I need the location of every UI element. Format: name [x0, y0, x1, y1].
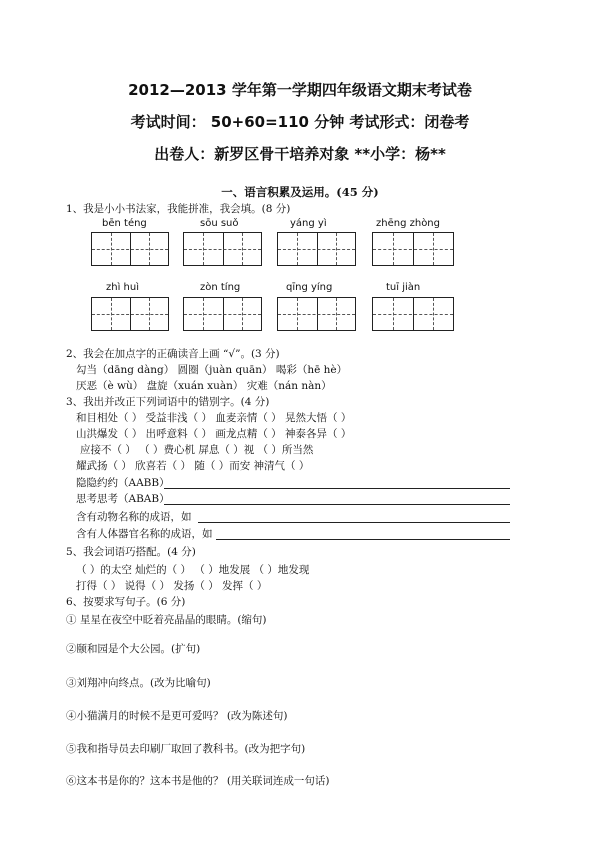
writing-grid[interactable] — [91, 297, 169, 331]
pinyin-label: zhì huì — [106, 282, 139, 293]
pinyin-label: sōu suǒ — [200, 218, 239, 229]
pinyin-label: qīng yíng — [286, 282, 333, 293]
q5-sentence: ④小猫满月的时候不是更可爱吗？ (改为陈述句) — [66, 710, 288, 722]
answer-line[interactable] — [164, 488, 510, 489]
q3-row: 隐隐约约（AABB） — [76, 477, 170, 489]
writing-grid[interactable] — [372, 232, 454, 266]
q4-prompt: 5、我会词语巧搭配。(4 分) — [66, 546, 196, 558]
writing-grid[interactable] — [183, 297, 262, 331]
exam-time-format: 考试时间： 50+60=110 分钟 考试形式：闭卷考 — [130, 113, 470, 131]
q4-row: （ ）的太空 灿烂的（ ） （ ）地发展 （ ）地发现 — [76, 564, 310, 576]
q5-sentence: ① 星星在夜空中眨着亮晶晶的眼睛。(缩句) — [66, 614, 267, 626]
q5-prompt: 6、按要求写句子。(6 分) — [66, 596, 186, 608]
q3-prompt: 3、我出并改正下列词语中的错别字。(4 分) — [66, 396, 270, 408]
q5-sentence: ⑥这本书是你的？这本书是他的？ (用关联词连成一句话) — [66, 775, 330, 787]
q3-row: 山洪爆发（ ） 出呼意料（ ） 画龙点精（ ） 神泰各异（ ） — [76, 428, 352, 440]
q3-row: 含有人体器官名称的成语，如 — [76, 528, 213, 540]
writing-grid[interactable] — [183, 232, 262, 266]
pinyin-label: bēn téng — [102, 218, 147, 229]
answer-line[interactable] — [164, 504, 510, 505]
pinyin-label: zòn tíng — [200, 282, 241, 293]
q5-sentence: ③刘翔冲向终点。(改为比喻句) — [66, 677, 211, 689]
answer-line[interactable] — [216, 539, 510, 540]
q3-row: 含有动物名称的成语，如 — [76, 511, 192, 523]
q1-prompt: 1、我是小小书法家，我能拼准，我会填。(8 分) — [66, 203, 291, 215]
section-title: 一、语言积累及运用。(45 分) — [221, 185, 379, 199]
q3-row: 和目相处（ ） 受益非浅（ ） 血麦亲情（ ） 晃然大悟（ ） — [76, 412, 352, 424]
writing-grid[interactable] — [277, 297, 356, 331]
exam-author: 出卷人：新罗区骨干培养对象 **小学：杨** — [154, 145, 446, 163]
q2-prompt: 2、我会在加点字的正确读音上画 “√”。(3 分) — [66, 348, 280, 360]
writing-grid[interactable] — [91, 232, 169, 266]
pinyin-label: zhēng zhòng — [376, 218, 440, 229]
q3-row: 应接不（ ） （ ）费心机 屏息（ ）视 （ ）所当然 — [80, 444, 314, 456]
q5-sentence: ②颐和园是个大公园。(扩句) — [66, 643, 201, 655]
q3-row: 耀武扬（ ） 欣喜若（ ） 随（ ）而安 神清气（ ） — [76, 460, 310, 472]
pinyin-label: yáng yì — [290, 218, 327, 229]
exam-title: 2012—2013 学年第一学期四年级语文期末考试卷 — [128, 81, 472, 99]
q2-row: 勾当（dāng dàng） 圆圈（juàn quān） 喝彩（hē hè） — [76, 364, 348, 376]
writing-grid[interactable] — [277, 232, 356, 266]
q5-sentence: ⑤我和指导员去印刷厂取回了教科书。(改为把字句) — [66, 743, 306, 755]
writing-grid[interactable] — [372, 297, 454, 331]
q3-row: 思考思考（ABAB） — [76, 493, 170, 505]
q4-row: 打得（ ） 说得（ ） 发扬（ ） 发挥（ ） — [76, 580, 268, 592]
answer-line[interactable] — [198, 522, 510, 523]
q2-row: 厌恶（è wù） 盘旋（xuán xuàn） 灾难（nán nàn） — [76, 380, 332, 392]
pinyin-label: tuī jiàn — [386, 282, 421, 293]
